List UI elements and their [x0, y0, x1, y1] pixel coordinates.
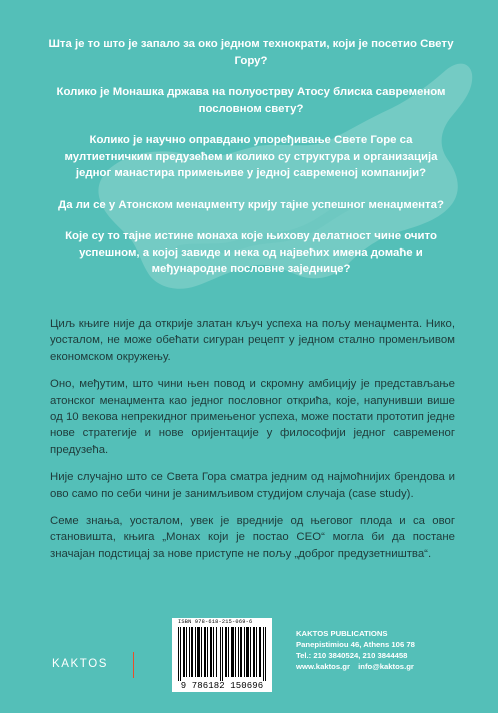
question: Колико је Монашка држава на полуострву Атосу блиска савременом пословном свету?	[56, 86, 446, 115]
question: Колико је научно оправдано упоређивање Свете Горе са мултиетничким предузећем и колико су структура и организација једног манастира примењиве у једној савременој компанији?	[64, 134, 438, 179]
publisher-address: Panepistimiou 46, Athens 106 78	[296, 640, 415, 649]
question: Да ли се у Атонском менаџменту крију тајне успешног менаџмента?	[58, 198, 444, 211]
publisher-phone: Tel.: 210 3840524, 210 3844458	[296, 651, 408, 660]
isbn-barcode	[172, 618, 272, 692]
publisher-email-link[interactable]: info@kaktos.gr	[358, 662, 414, 671]
question: Шта је то што је запало за око једном технократи, који је посетио Свету Гору?	[48, 38, 454, 67]
question: Које су то тајне истине монаха које њихову делатност чине очито успешном, а којој завиде и нека од највећих имена домаће и међународне пословне заједнице?	[65, 230, 437, 275]
questions-block	[48, 36, 454, 293]
paragraph: Циљ књиге није да открије златан кључ успеха на пољу менаџмента. Нико, уосталом, не може обећати сигуран рецепт у једном стално променљивом економском окружењу.	[50, 318, 455, 363]
barcode-bars	[176, 627, 268, 681]
isbn-label: ISBN 978-618-215-069-6	[178, 619, 253, 625]
paragraph: Семе знања, уосталом, увек је вредније од његовог плода и са овог становишта, књига „Монах који је постао CEO“ могла би да постане значајан подстицај за нове приступе не пољу „доброг предузетништва“.	[50, 515, 455, 560]
paragraph: Није случајно што се Света Гора сматра једним од најмоћнијих брендова и ово само по себи чини је занимљивом студијом случаја (case study).	[50, 471, 455, 500]
logo-accent-bar	[133, 652, 134, 678]
publisher-logo: KAKTOS	[52, 658, 109, 670]
publisher-website-link[interactable]: www.kaktos.gr	[296, 662, 350, 671]
publisher-contacts	[296, 661, 420, 672]
publisher-name: KAKTOS PUBLICATIONS	[296, 629, 388, 638]
description-block	[50, 316, 455, 573]
publisher-info	[296, 628, 420, 672]
paragraph: Оно, међутим, што чини њен повод и скромну амбицију је представљање атонског менаџмента као једног пословног открића, које, напунивши више од 10 векова непрекидног примењеног успеха, може постати прототип једне нове стратегије и нове оријентације у философији једног савременог предузећа.	[50, 378, 455, 456]
barcode-number: 9 786182 150696	[180, 681, 264, 691]
